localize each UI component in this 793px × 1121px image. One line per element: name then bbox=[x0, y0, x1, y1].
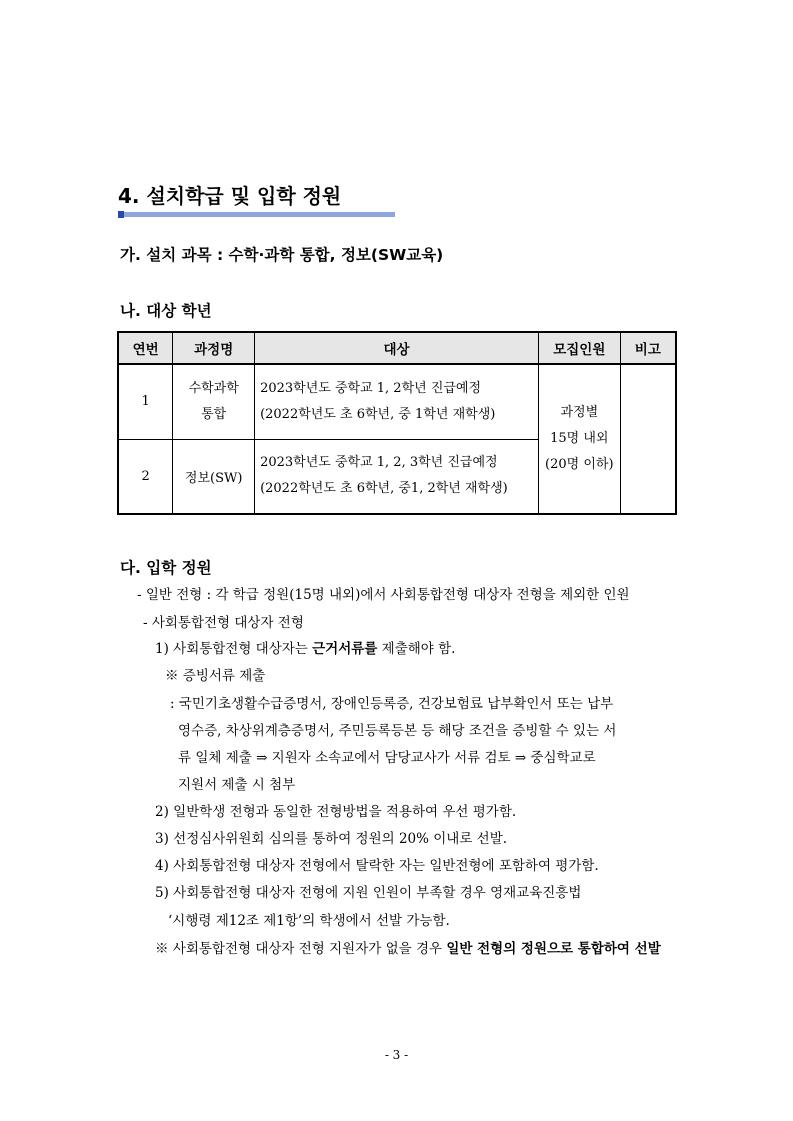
quota-cell bbox=[538, 364, 620, 514]
body-line: 2) 일반학생 전형과 동일한 전형방법을 적용하여 우선 평가함. bbox=[155, 804, 517, 820]
body-line: 지원서 제출 시 첨부 bbox=[178, 777, 296, 793]
target-grade-table bbox=[117, 331, 677, 515]
body-text: 제출해야 함. bbox=[377, 641, 456, 657]
subsection-ga: 가. 설치 과목 : 수학·과학 통합, 정보(SW교육) bbox=[120, 246, 444, 264]
row-target bbox=[255, 364, 539, 439]
body-line: : 국민기초생활수급증명서, 장애인등록증, 건강보험료 납부확인서 또는 납부 bbox=[170, 696, 614, 712]
header-no: 연번 bbox=[118, 332, 173, 364]
row-course: 정보(SW) bbox=[173, 439, 255, 514]
header-course: 과정명 bbox=[173, 332, 255, 364]
body-text: 1) 사회통합전형 대상자는 bbox=[155, 641, 313, 657]
header-note: 비고 bbox=[620, 332, 676, 364]
emphasis-text: 일반 전형의 정원으로 통합하여 선발 bbox=[446, 941, 661, 957]
target-line: 2023학년도 중학교 1, 2학년 진급예정 bbox=[260, 380, 482, 396]
header-quota: 모집인원 bbox=[538, 332, 620, 364]
page-number: - 3 - bbox=[384, 1048, 409, 1062]
course-line: 수학과학 bbox=[188, 380, 239, 396]
target-line: 2023학년도 중학교 1, 2, 3학년 진급예정 bbox=[260, 455, 498, 471]
row-no: 1 bbox=[118, 364, 173, 439]
row-course bbox=[173, 364, 255, 439]
body-line: - 일반 전형 : 각 학급 정원(15명 내외)에서 사회통합전형 대상자 전형을 제외한 인원 bbox=[137, 587, 630, 603]
table-row bbox=[118, 364, 676, 439]
section-title: 4. 설치학급 및 입학 정원 bbox=[118, 184, 342, 208]
subsection-na: 나. 대상 학년 bbox=[120, 302, 212, 320]
body-line: - 사회통합전형 대상자 전형 bbox=[143, 615, 304, 631]
body-line bbox=[155, 637, 455, 657]
body-line: 4) 사회통합전형 대상자 전형에서 탈락한 자는 일반전형에 포함하여 평가함. bbox=[155, 858, 599, 874]
body-text: ※ 사회통합전형 대상자 전형 지원자가 없을 경우 bbox=[155, 941, 447, 957]
title-underline bbox=[118, 212, 395, 217]
body-line: 영수증, 차상위계층증명서, 주민등록등본 등 해당 조건을 증빙할 수 있는 서 bbox=[178, 723, 617, 739]
body-line: ※ 증빙서류 제출 bbox=[165, 668, 266, 684]
note-cell bbox=[620, 364, 676, 514]
quota-line: (20명 이하) bbox=[545, 457, 614, 472]
course-line: 통합 bbox=[201, 406, 227, 422]
body-line: 3) 선정심사위원회 심의를 통하여 정원의 20% 이내로 선발. bbox=[155, 831, 508, 847]
title-underline-accent bbox=[118, 211, 124, 218]
target-line: (2022학년도 초 6학년, 중1, 2학년 재학생) bbox=[260, 481, 508, 497]
quota-line: 과정별 bbox=[560, 405, 599, 420]
subsection-da: 다. 입학 정원 bbox=[120, 559, 212, 577]
body-line: ‘시행령 제12조 제1항’의 학생에서 선발 가능함. bbox=[168, 913, 450, 929]
body-line: 5) 사회통합전형 대상자 전형에 지원 인원이 부족할 경우 영재교육진흥법 bbox=[155, 885, 582, 901]
header-target: 대상 bbox=[255, 332, 539, 364]
body-line bbox=[155, 937, 661, 957]
quota-line: 15명 내외 bbox=[550, 431, 609, 446]
target-line: (2022학년도 초 6학년, 중 1학년 재학생) bbox=[260, 406, 496, 422]
emphasis-text: 근거서류를 bbox=[312, 641, 378, 657]
body-line: 류 일체 제출 ⇒ 지원자 소속교에서 담당교사가 서류 검토 ⇒ 중심학교로 bbox=[178, 750, 596, 766]
row-no: 2 bbox=[118, 439, 173, 514]
table-header-row bbox=[118, 332, 676, 364]
row-target bbox=[255, 439, 539, 514]
